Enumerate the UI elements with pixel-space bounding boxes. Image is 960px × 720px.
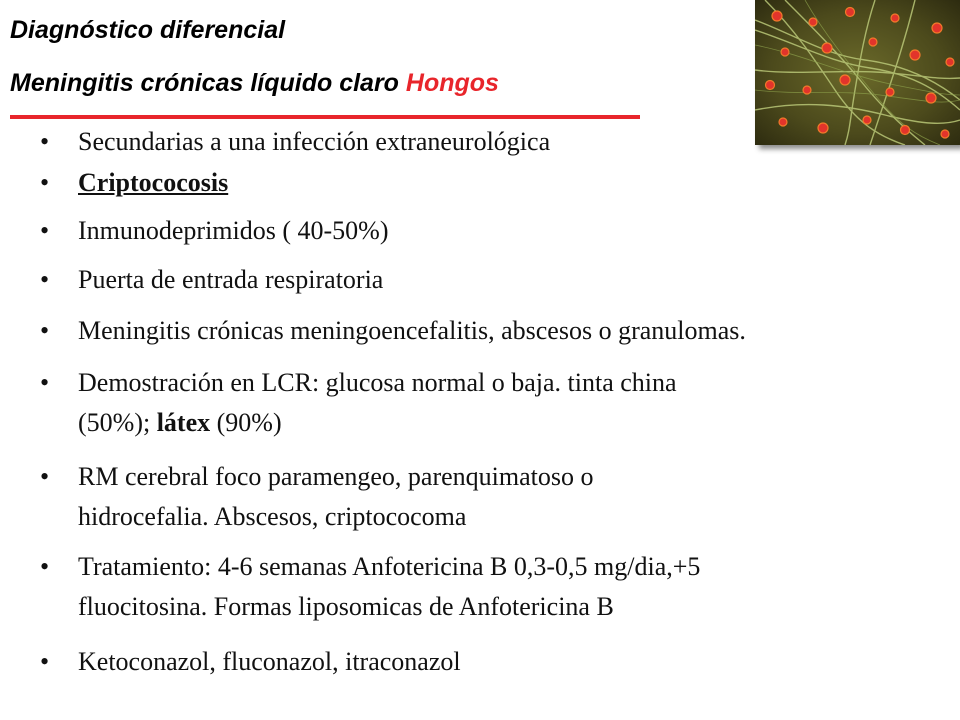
list-item-text: Ketoconazol, fluconazol, itraconazol bbox=[78, 647, 461, 676]
list-item-line: fluocitosina. Formas liposomicas de Anfotericina B bbox=[78, 592, 614, 621]
list-item-text: Secundarias a una infección extraneurológica bbox=[78, 127, 551, 156]
bullet-glyph: • bbox=[40, 265, 50, 294]
title-underline-rule bbox=[10, 115, 640, 119]
title-line-2 bbox=[10, 71, 499, 96]
list-item-text bbox=[78, 363, 898, 443]
list-item-text bbox=[78, 457, 898, 537]
title-line-2-accent: Hongos bbox=[405, 69, 499, 97]
list-item-text: Puerta de entrada respiratoria bbox=[78, 265, 384, 294]
bullet-glyph: • bbox=[40, 552, 50, 581]
title-line-2-main: Meningitis crónicas líquido claro bbox=[10, 69, 406, 97]
list-item-line: Tratamiento: 4-6 semanas Anfotericina B 0,3-0,5 mg/dia,+5 bbox=[78, 552, 701, 581]
bullet-glyph: • bbox=[40, 316, 50, 345]
bullet-glyph: • bbox=[40, 168, 50, 197]
list-item-line: (50%); bbox=[78, 408, 157, 437]
list-item-line: hidrocefalia. Abscesos, criptococoma bbox=[78, 502, 467, 531]
bullet-glyph: • bbox=[40, 368, 50, 397]
list-item-text bbox=[78, 547, 898, 627]
list-item-text: Meningitis crónicas meningoencefalitis, abscesos o granulomas. bbox=[78, 316, 746, 345]
list-item-line: Demostración en LCR: glucosa normal o baja. tinta china bbox=[78, 368, 677, 397]
bullet-glyph: • bbox=[40, 462, 50, 491]
title-line-1: Diagnóstico diferencial bbox=[10, 16, 286, 44]
bullet-glyph: • bbox=[40, 216, 50, 245]
bullet-glyph: • bbox=[40, 127, 50, 156]
list-item-line: (90%) bbox=[210, 408, 282, 437]
list-item-text: Criptococosis bbox=[78, 168, 229, 197]
list-item-text: Inmunodeprimidos ( 40-50%) bbox=[78, 216, 389, 245]
list-item-line: RM cerebral foco paramengeo, parenquimatoso o bbox=[78, 462, 594, 491]
bullet-glyph: • bbox=[40, 647, 50, 676]
list-item-bold: látex bbox=[156, 408, 211, 437]
